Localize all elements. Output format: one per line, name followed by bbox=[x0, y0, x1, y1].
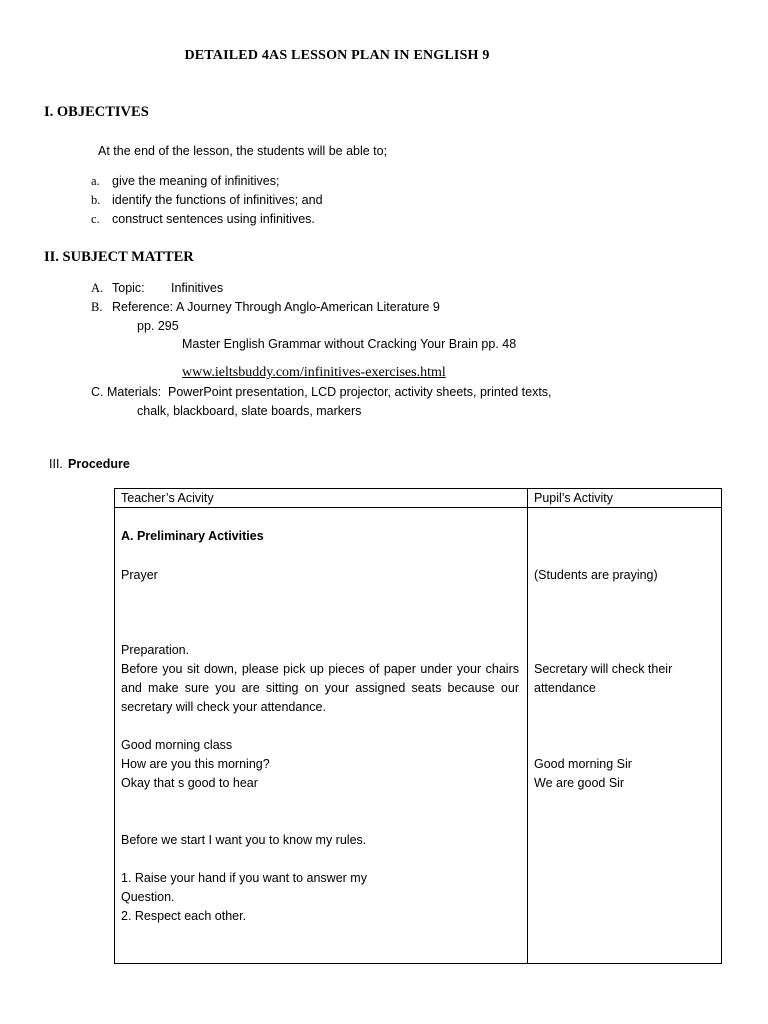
reference-book-2: Master English Grammar without Cracking Your Brain pp. 48 bbox=[182, 337, 517, 351]
reference-label: Reference: bbox=[112, 300, 174, 314]
objective-marker-c: c. bbox=[91, 212, 100, 226]
reference-url-link[interactable]: www.ieltsbuddy.com/infinitives-exercises.html bbox=[182, 365, 446, 380]
table-border bbox=[114, 488, 722, 964]
teacher-greeting-1: Good morning class bbox=[121, 738, 233, 752]
teacher-greeting-2: How are you this morning? bbox=[121, 757, 270, 771]
teacher-rule-1-line-2: Question. bbox=[121, 890, 175, 904]
objectives-intro: At the end of the lesson, the students will be able to; bbox=[98, 144, 388, 158]
pupil-greeting-1: Good morning Sir bbox=[534, 757, 632, 771]
pupil-column-header: Pupil’s Activity bbox=[534, 491, 613, 505]
reference-book-1: A Journey Through Anglo-American Literature 9 bbox=[176, 300, 440, 314]
pupil-attendance-line-2: attendance bbox=[534, 681, 596, 695]
procedure-table bbox=[114, 488, 722, 964]
teacher-rule-1-line-1: 1. Raise your hand if you want to answer my bbox=[121, 871, 367, 885]
subject-matter-heading: II. SUBJECT MATTER bbox=[44, 249, 194, 265]
preliminary-activities-heading: A. Preliminary Activities bbox=[121, 529, 264, 543]
teacher-preparation-label: Preparation. bbox=[121, 643, 190, 657]
materials-label: C. Materials: bbox=[91, 385, 162, 399]
materials-line-1: PowerPoint presentation, LCD projector, activity sheets, printed texts, bbox=[168, 385, 552, 399]
document-title: DETAILED 4AS LESSON PLAN IN ENGLISH 9 bbox=[184, 48, 490, 63]
pupil-prayer: (Students are praying) bbox=[534, 568, 658, 582]
teacher-prayer: Prayer bbox=[121, 568, 158, 582]
topic-marker: A. bbox=[91, 281, 104, 295]
objective-marker-b: b. bbox=[91, 193, 101, 207]
objective-item-a: give the meaning of infinitives; bbox=[112, 174, 280, 188]
table-column-divider bbox=[527, 488, 528, 964]
teacher-column-header: Teacher’s Acivity bbox=[121, 491, 214, 505]
reference-marker: B. bbox=[91, 300, 103, 314]
objective-item-b: identify the functions of infinitives; and bbox=[112, 193, 323, 207]
pupil-attendance-line-1: Secretary will check their bbox=[534, 662, 673, 676]
reference-pages: pp. 295 bbox=[137, 319, 179, 333]
topic-value: Infinitives bbox=[171, 281, 224, 295]
teacher-preparation-text: Before you sit down, please pick up pieces of paper under your chairs and make sure you are sitting on your assigned seats because our secretary will check your attendance. bbox=[121, 662, 519, 714]
teacher-rules-intro: Before we start I want you to know my rules. bbox=[121, 833, 367, 847]
teacher-greeting-3: Okay that s good to hear bbox=[121, 776, 258, 790]
procedure-heading: Procedure bbox=[68, 457, 130, 471]
procedure-heading-number: III. bbox=[49, 457, 63, 471]
objective-item-c: construct sentences using infinitives. bbox=[112, 212, 315, 226]
teacher-rule-2: 2. Respect each other. bbox=[121, 909, 247, 923]
objectives-heading: I. OBJECTIVES bbox=[44, 104, 149, 120]
objective-marker-a: a. bbox=[91, 174, 100, 188]
materials-line-2: chalk, blackboard, slate boards, markers bbox=[137, 404, 362, 418]
topic-label: Topic: bbox=[112, 281, 145, 295]
pupil-greeting-2: We are good Sir bbox=[534, 776, 625, 790]
